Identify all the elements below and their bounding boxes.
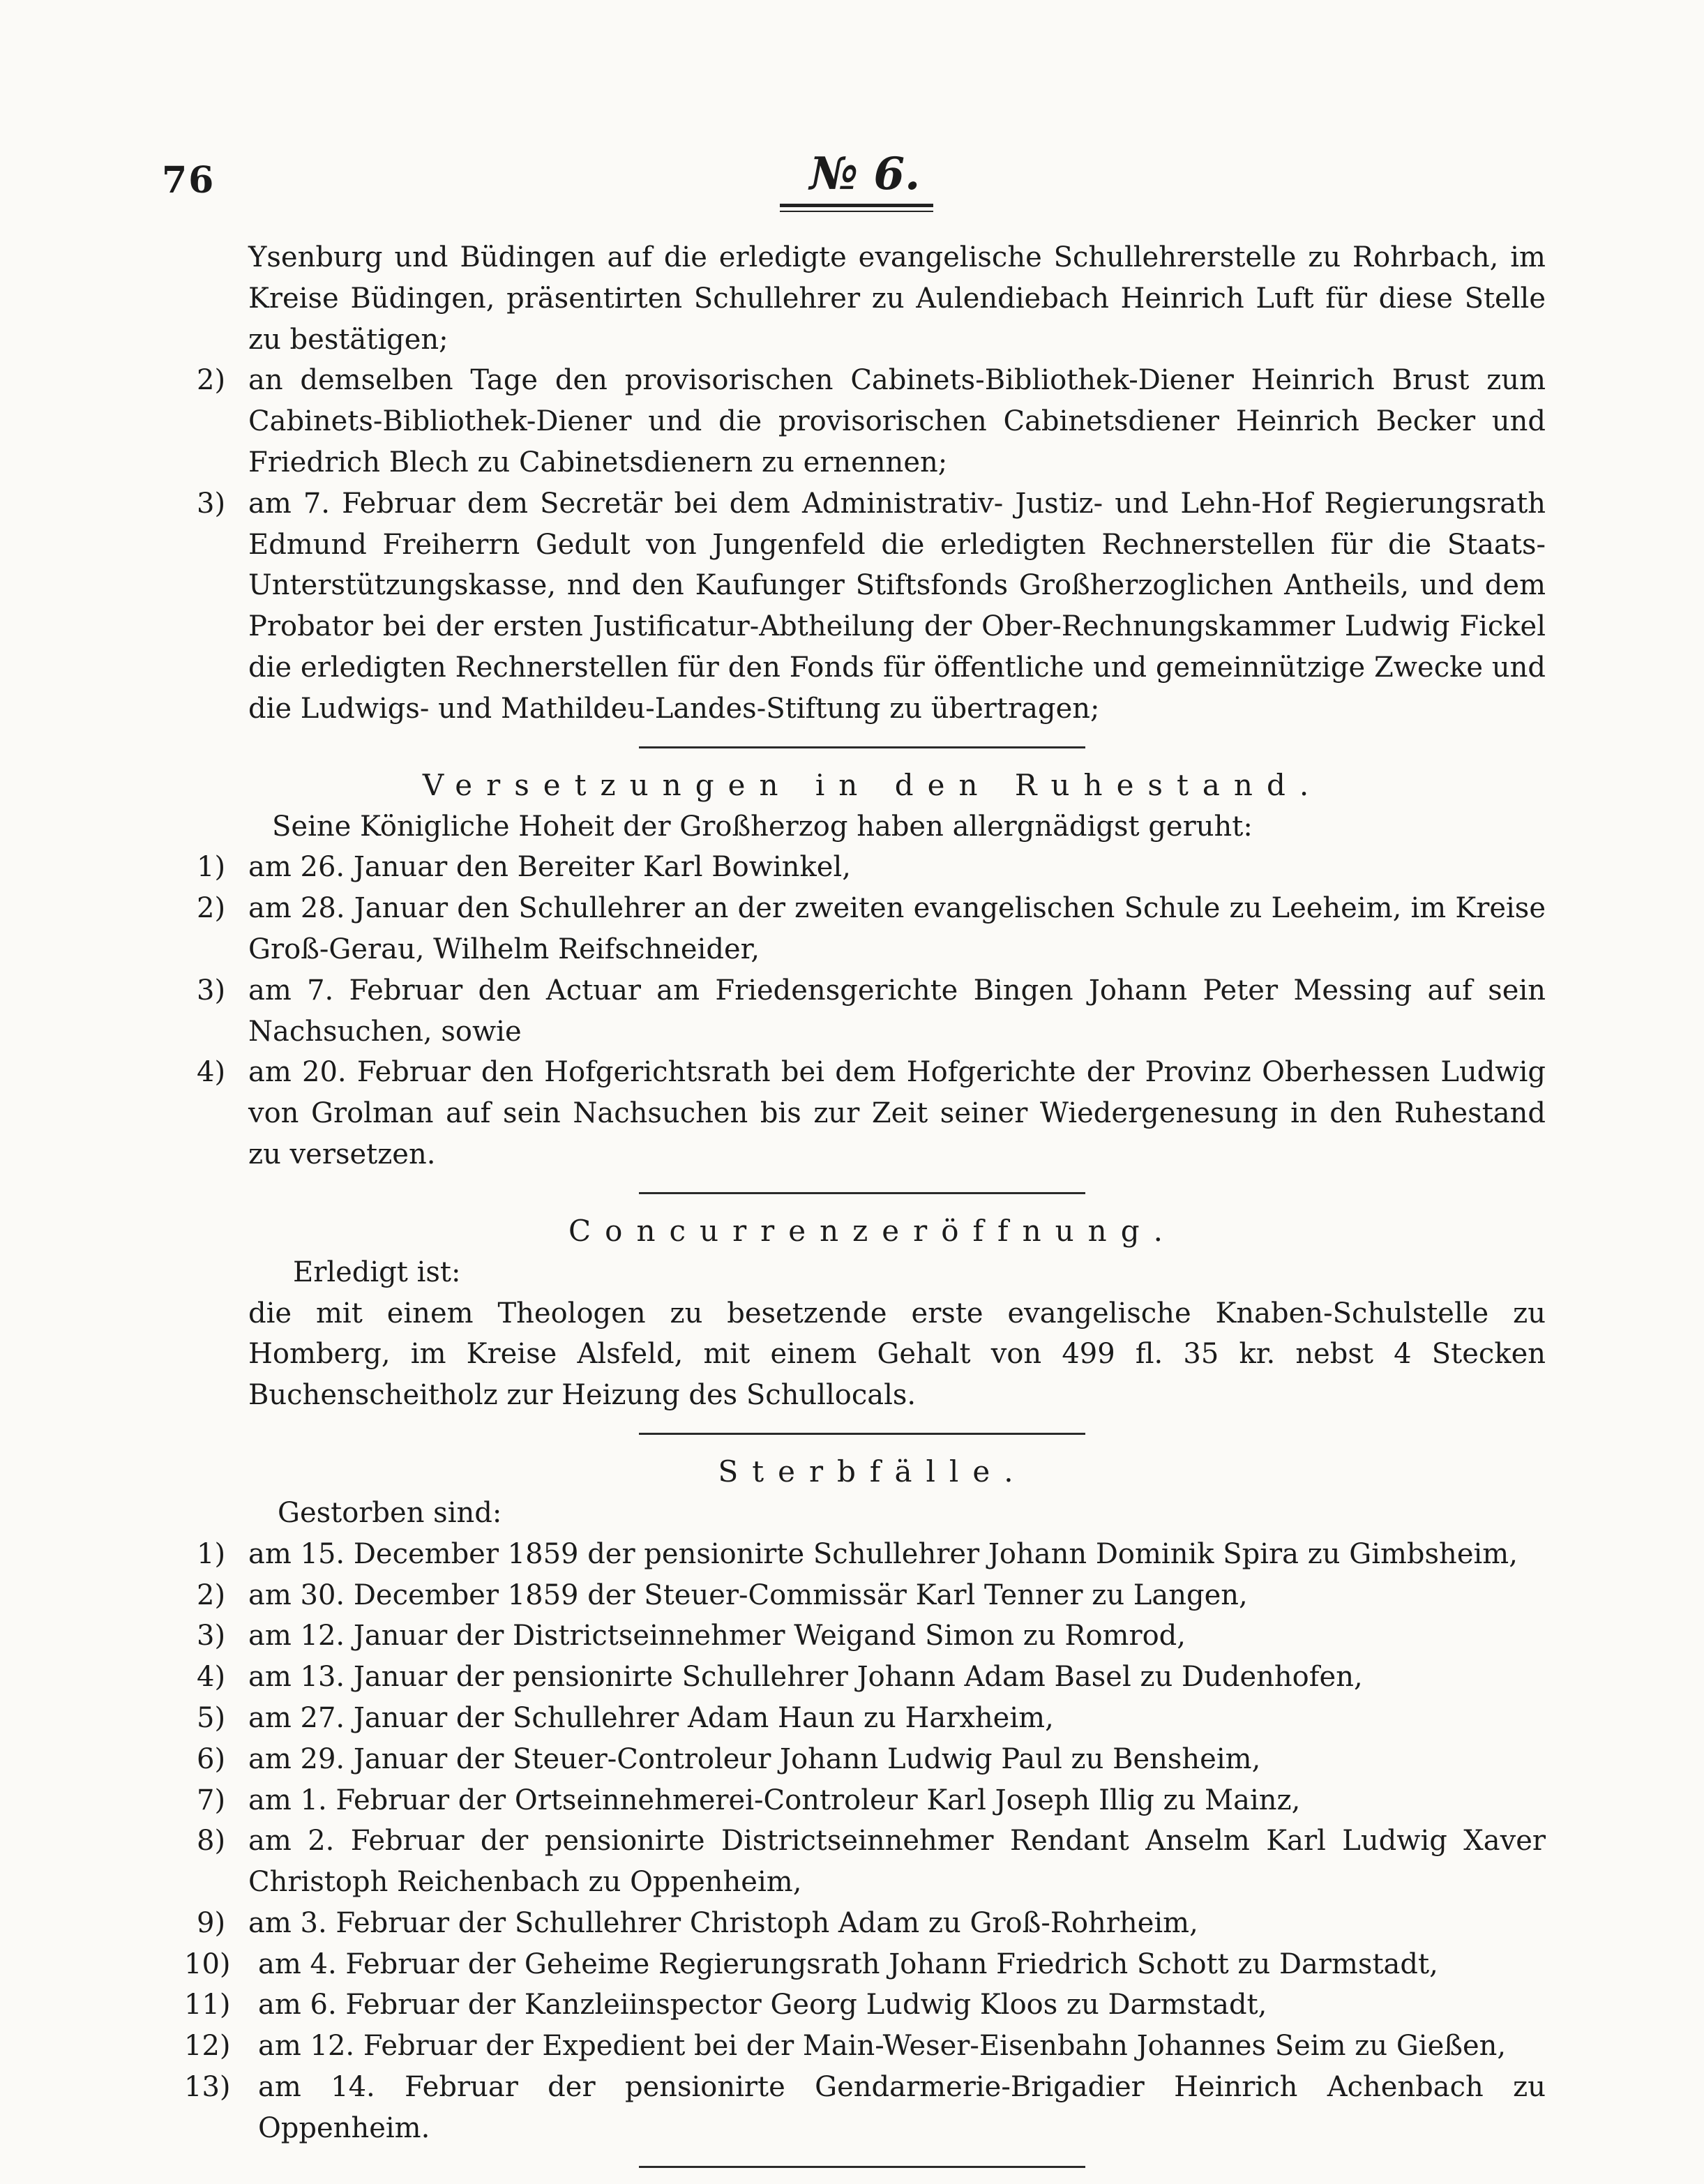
list-text: am 13. Januar der pensionirte Schullehrer Johann Adam Basel zu Dudenhofen, — [248, 1661, 1363, 1694]
list-number: 4) — [197, 1661, 226, 1694]
list-item — [199, 847, 1546, 888]
issue-number: № 6. — [809, 148, 921, 200]
list-text: am 6. Februar der Kanzleiinspector Georg Ludwig Kloos zu Darmstadt, — [258, 1989, 1267, 2021]
list-item — [199, 1575, 1546, 1616]
list-number: 2) — [197, 1579, 226, 1611]
list-text: am 4. Februar der Geheime Regierungsrath Johann Friedrich Schott zu Darmstadt, — [258, 1948, 1438, 1980]
list-text: am 12. Februar der Expedient bei der Main-Weser-Eisenbahn Johannes Seim zu Gießen, — [258, 2030, 1507, 2063]
section-lead: Seine Königliche Hoheit der Großherzog haben allergnädigst geruht: — [272, 810, 1253, 843]
list-text: am 7. Februar dem Secretär bei dem Administrativ- Justiz- und Lehn-Hof Regierungsrath Edmund Freiherrn Gedult von Jungenfeld die erledigten Rechnerstellen für die Staats-Unterstützungskasse, nnd den Kaufunger Stiftsfonds Großherzoglichen Antheils, und dem Probator bei der ersten Justificatur-Abtheilung der Ober-Rechnungskammer Ludwig Fickel die erledigten Rechnerstellen für den Fonds für öffentliche und gemeinnützige Zwecke und die Ludwigs- und Mathildeu-Landes-Stiftung zu übertragen; — [248, 487, 1546, 725]
list-text: an demselben Tage den provisorischen Cabinets-Bibliothek-Diener Heinrich Brust zum Cabinets-Bibliothek-Diener und die provisorischen Cabinetsdiener Heinrich Becker und Friedrich Blech zu Cabinetsdienern zu ernennen; — [248, 364, 1546, 479]
list-number: 3) — [197, 974, 226, 1007]
list-number: 1) — [197, 851, 226, 884]
list-text: am 30. December 1859 der Steuer-Commissär Karl Tenner zu Langen, — [248, 1579, 1248, 1611]
list-item — [199, 1052, 1546, 1175]
continuation-paragraph: Ysenburg und Büdingen auf die erledigte evangelische Schullehrerstelle zu Rohrbach, im Kreise Büdingen, präsentirten Schullehrer zu Aulendiebach Heinrich Luft für diese Stelle zu bestätigen; — [248, 241, 1546, 356]
list-text: am 7. Februar den Actuar am Friedensgerichte Bingen Johann Peter Messing auf sein Nachsuchen, sowie — [248, 974, 1546, 1048]
list-text: am 27. Januar der Schullehrer Adam Haun zu Harxheim, — [248, 1701, 1054, 1734]
list-number: 10) — [184, 1948, 231, 1980]
section-heading-deaths: Sterbfälle. — [718, 1454, 1027, 1489]
competition-text: die mit einem Theologen zu besetzende erste evangelische Knaben-Schulstelle zu Homberg, im Kreise Alsfeld, mit einem Gehalt von 499 fl. 35 kr. nebst 4 Stecken Buchenscheitholz zur Heizung des Schullocals. — [248, 1297, 1546, 1412]
list-item — [184, 1985, 1546, 2026]
list-item — [199, 970, 1546, 1053]
list-item — [199, 888, 1546, 970]
list-item — [199, 483, 1546, 730]
list-item — [199, 1821, 1546, 1903]
list-item — [199, 1780, 1546, 1821]
list-item — [199, 1534, 1546, 1575]
section-heading-retirement: Versetzungen in den Ruhestand. — [422, 767, 1323, 802]
list-number: 2) — [197, 892, 226, 925]
document-body — [184, 237, 1546, 2184]
list-text: am 1. Februar der Ortseinnehmerei-Controleur Karl Joseph Illig zu Mainz, — [248, 1784, 1301, 1816]
list-number: 8) — [197, 1825, 226, 1858]
list-text: am 3. Februar der Schullehrer Christoph Adam zu Groß-Rohrheim, — [248, 1906, 1198, 1939]
section-divider — [199, 1416, 1546, 1451]
list-number: 11) — [184, 1989, 231, 2021]
list-number: 13) — [184, 2071, 231, 2104]
list-number: 3) — [197, 487, 226, 520]
list-number: 4) — [197, 1056, 226, 1089]
list-text: am 29. Januar der Steuer-Controleur Johann Ludwig Paul zu Bensheim, — [248, 1742, 1261, 1775]
section-heading-competition: Concurrenzeröffnung. — [568, 1213, 1177, 1248]
list-item — [199, 1903, 1546, 1944]
list-text: am 20. Februar den Hofgerichtsrath bei dem Hofgerichte der Provinz Oberhessen Ludwig von Grolman auf sein Nachsuchen bis zur Zeit seiner Wiedergenesung in den Ruhestand zu versetzen. — [248, 1056, 1546, 1170]
list-item — [184, 1944, 1546, 1985]
list-text: am 28. Januar den Schullehrer an der zweiten evangelischen Schule zu Leeheim, im Kreise Groß-Gerau, Wilhelm Reifschneider, — [248, 892, 1546, 965]
list-number: 12) — [184, 2030, 231, 2063]
list-item — [199, 360, 1546, 483]
list-text: am 15. December 1859 der pensionirte Schullehrer Johann Dominik Spira zu Gimbsheim, — [248, 1537, 1518, 1570]
list-item — [184, 2026, 1546, 2067]
list-text: am 14. Februar der pensionirte Gendarmerie-Brigadier Heinrich Achenbach zu Oppenheim. — [258, 2071, 1546, 2144]
list-number: 3) — [197, 1620, 226, 1652]
section-lead: Erledigt ist: — [293, 1256, 461, 1288]
list-number: 1) — [197, 1537, 226, 1570]
list-item — [199, 1657, 1546, 1698]
list-item — [184, 2067, 1546, 2149]
list-item — [199, 1698, 1546, 1739]
list-text: am 2. Februar der pensionirte Districtseinnehmer Rendant Anselm Karl Ludwig Xaver Christoph Reichenbach zu Oppenheim, — [248, 1825, 1546, 1899]
list-number: 2) — [197, 364, 226, 397]
list-number: 6) — [197, 1742, 226, 1775]
section-divider — [199, 1175, 1546, 1210]
section-divider — [199, 2149, 1546, 2184]
list-item — [199, 1616, 1546, 1657]
page-number: 76 — [162, 159, 216, 202]
section-lead: Gestorben sind: — [278, 1496, 502, 1529]
list-item — [199, 1739, 1546, 1780]
issue-underline-thin — [780, 211, 933, 212]
list-number: 5) — [197, 1701, 226, 1734]
list-number: 9) — [197, 1906, 226, 1939]
list-number: 7) — [197, 1784, 226, 1816]
section-divider — [199, 730, 1546, 765]
issue-underline — [780, 204, 933, 207]
list-text: am 26. Januar den Bereiter Karl Bowinkel, — [248, 851, 851, 884]
list-text: am 12. Januar der Districtseinnehmer Weigand Simon zu Romrod, — [248, 1620, 1186, 1652]
